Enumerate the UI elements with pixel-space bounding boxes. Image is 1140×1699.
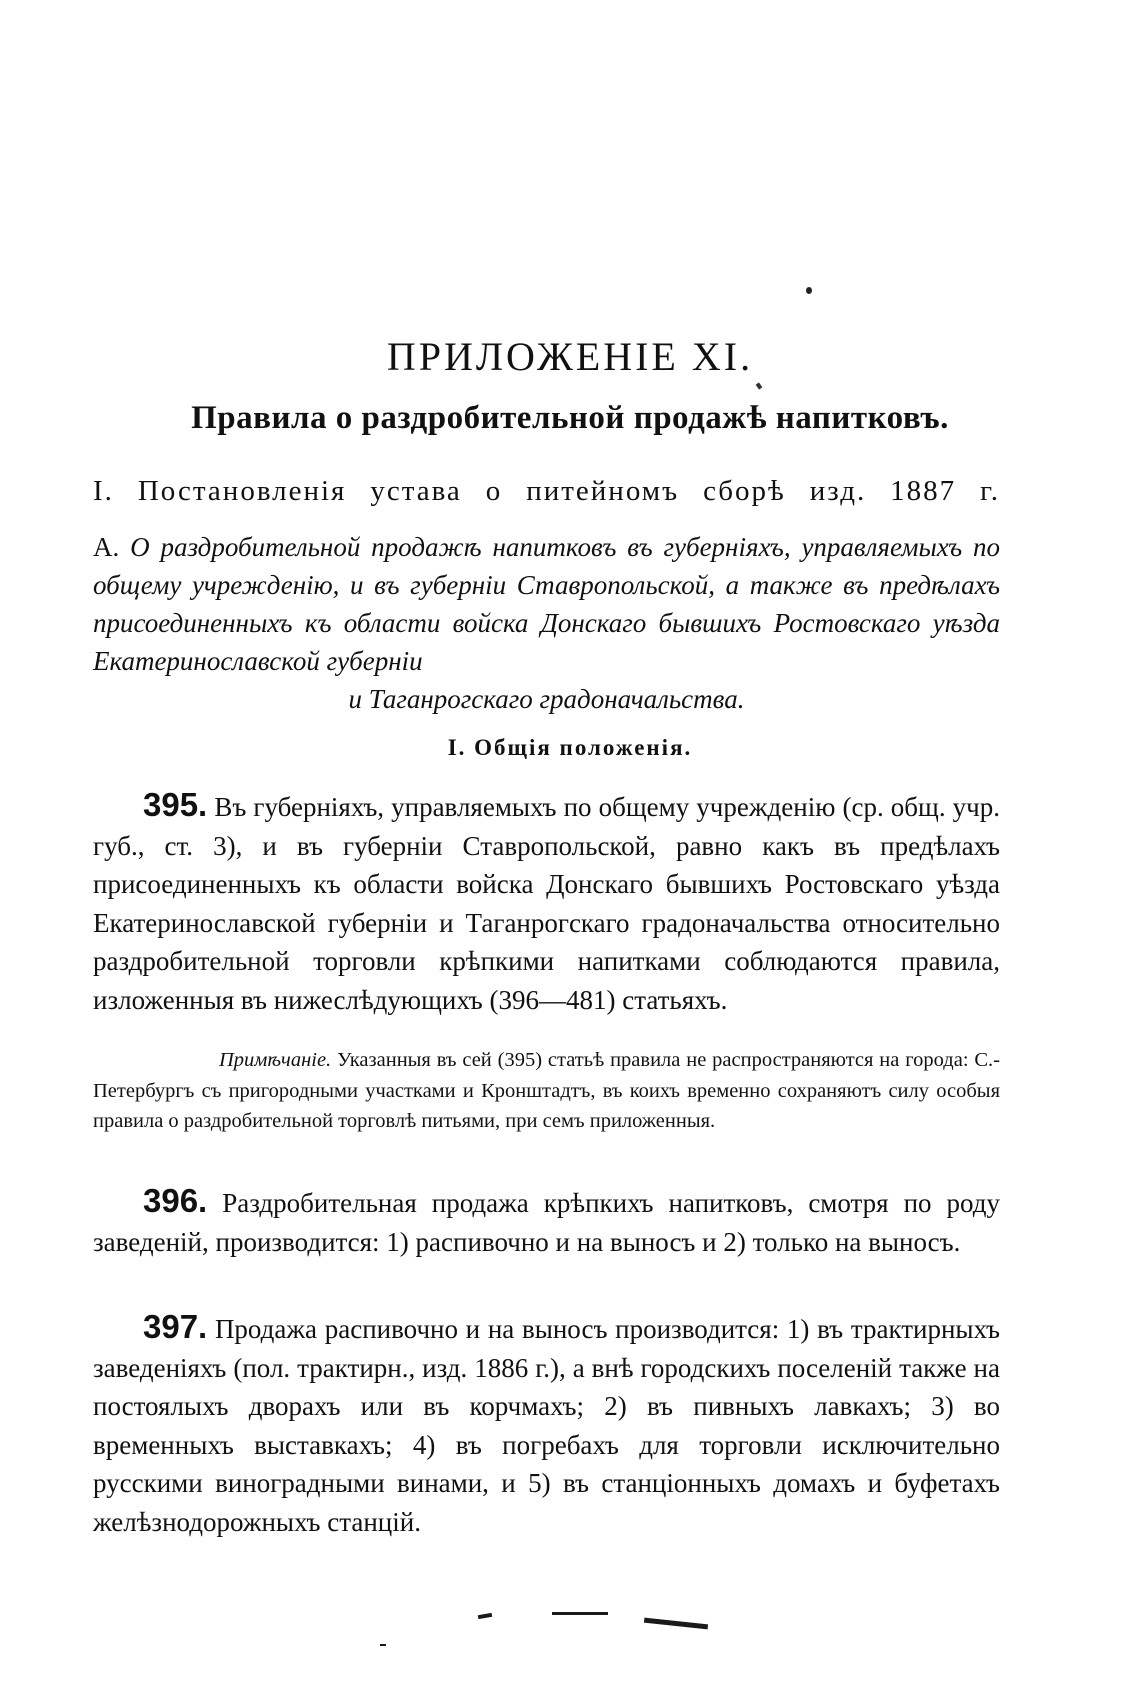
article-text: Раздробительная продажа крѣпкихъ напитковъ, смотря по роду заведеній, производится: 1) распивочно и на выносъ и 2) только на выносъ. — [93, 1188, 1000, 1257]
note-label: Примѣчаніе. — [219, 1049, 332, 1071]
article-text: Въ губерніяхъ, управляемыхъ по общему учрежденію (ср. общ. учр. губ., ст. 3), и въ губерніи Ставропольской, равно какъ въ предѣлахъ присоединенныхъ къ области войска Донскаго бывшихъ Ростовскаго уѣзда Екатеринославской губерніи и Таганрогскаго градоначальства относительно раздробительной торговли крѣпкими напитками соблюдаются правила, изложенныя въ нижеслѣдующихъ (396—481) статьяхъ. — [93, 792, 1000, 1015]
article-number: 397. — [143, 1308, 208, 1345]
ink-blot — [478, 1613, 492, 1619]
ink-speck — [806, 287, 812, 294]
subsection-letter: А. — [93, 532, 120, 562]
rules-title: Правила о раздробительной продажѣ напитковъ. — [191, 400, 949, 436]
article-text: Продажа распивочно и на выносъ производится: 1) въ трактирныхъ заведеніяхъ (пол. трактирн., изд. 1886 г.), а внѣ городскихъ поселеній также на постоялыхъ дворахъ или въ корчмахъ; 2) въ пивныхъ лавкахъ; 3) во временныхъ выставкахъ; 4) въ погребахъ для торговли исключительно русскими виноградными винами, и 5) въ станціонныхъ домахъ и буфетахъ желѣзнодорожныхъ станцій. — [93, 1314, 1000, 1537]
ink-blot — [380, 1644, 386, 1646]
article-note — [93, 1045, 1000, 1137]
subsection-last-line: и Таганрогскаго градоначальства. — [348, 684, 745, 714]
article-396 — [93, 1182, 1000, 1261]
ink-speck — [756, 382, 763, 389]
ink-blot — [644, 1618, 708, 1630]
article-number: 395. — [143, 786, 208, 823]
subsection-heading — [93, 528, 1000, 718]
article-397 — [93, 1308, 1000, 1541]
general-provisions-title: I. Общія положенія. — [447, 735, 693, 760]
subsection-text: О раздробительной продажѣ напитковъ въ губерніяхъ, управляемыхъ по общему учрежденію, и въ губерніи Ставропольской, а также въ предѣлахъ присоединенныхъ къ области войска Донскаго бывшихъ Ростовскаго уѣзда Екатеринославской губерніи — [93, 532, 1000, 676]
article-number: 396. — [143, 1182, 208, 1219]
ink-blot — [552, 1612, 608, 1615]
section-title: I. Постановленія устава о питейномъ сборѣ изд. 1887 г. — [93, 475, 1000, 507]
note-text: Указанныя въ сей (395) статьѣ правила не распространяются на города: С.-Петербургъ съ пригородными участками и Кронштадтъ, въ коихъ временно сохраняютъ силу особыя правила о раздробительной торговлѣ питьями, при семъ приложенныя. — [93, 1049, 1001, 1132]
appendix-title: ПРИЛОЖЕНІЕ XI. — [386, 334, 754, 379]
article-395 — [93, 786, 1000, 1019]
